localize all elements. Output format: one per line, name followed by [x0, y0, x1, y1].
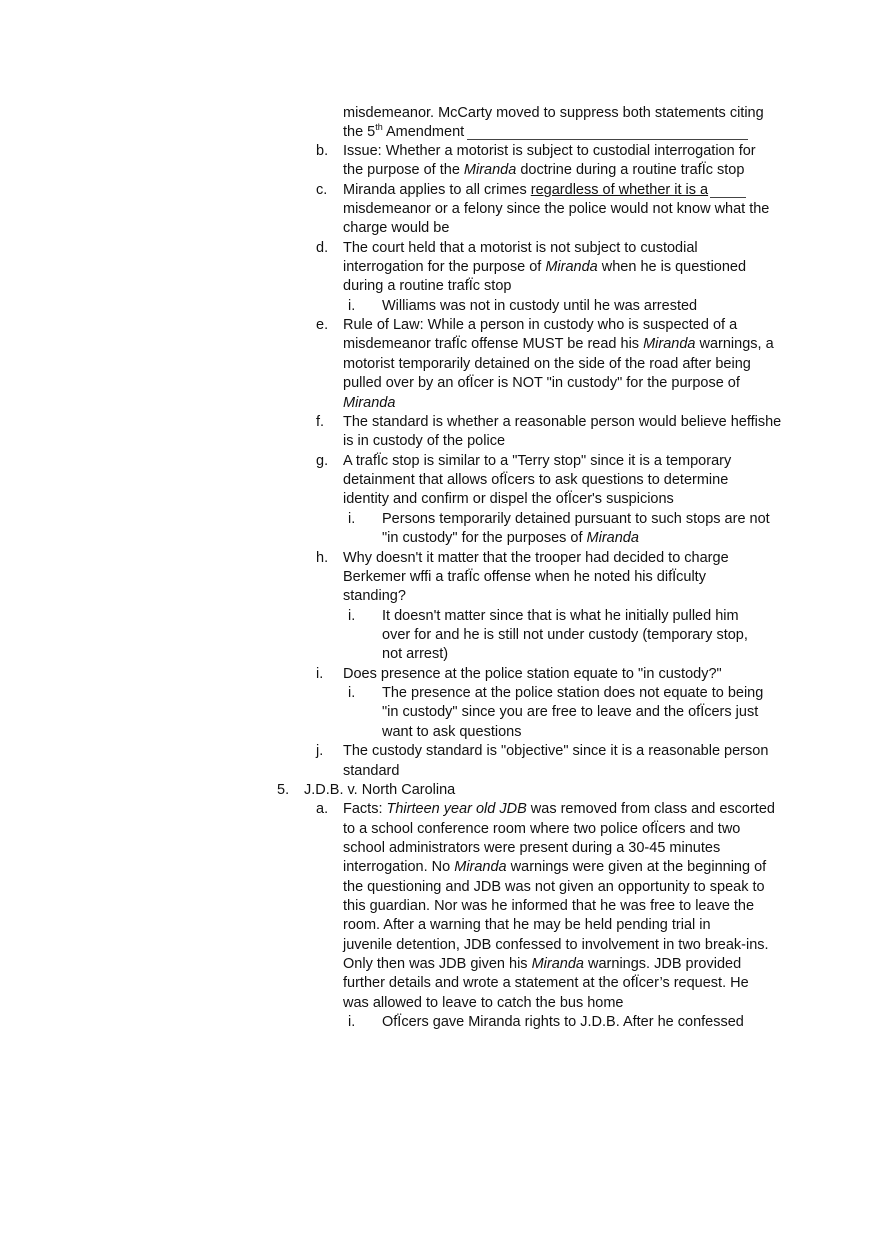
list-item-line: to a school conference room where two police ofÏcers and two: [343, 821, 741, 837]
sub-item-line: It doesn't matter since that is what he initially pulled him: [382, 608, 739, 624]
list-item-line: this guardian. Nor was he informed that he was free to leave the: [343, 898, 755, 914]
list-item-line: interrogation for the purpose of Miranda when he is questioned: [343, 259, 747, 275]
sub-item-line: "in custody" for the purposes of Miranda: [382, 530, 639, 546]
sub-item-line: OfÏcers gave Miranda rights to J.D.B. After he confessed: [382, 1014, 744, 1030]
list-item-line: room. After a warning that he may be held pending trial in: [343, 917, 711, 933]
list-item-line: Miranda applies to all crimes regardless of whether it is a: [343, 182, 709, 198]
list-item-line: misdemeanor or a felony since the police would not know what the: [343, 201, 770, 217]
list-item-line: further details and wrote a statement at the ofÏcer’s request. He: [343, 975, 749, 991]
list-item-line: the purpose of the Miranda doctrine during a routine trafÏc stop: [343, 162, 745, 178]
list-item-line: Only then was JDB given his Miranda warnings. JDB provided: [343, 956, 742, 972]
list-marker: i.: [316, 666, 324, 682]
list-marker: i.: [348, 608, 356, 624]
list-marker: i.: [348, 685, 356, 701]
list-item-line: Facts: Thirteen year old JDB was removed from class and escorted: [343, 801, 775, 817]
list-marker: e.: [316, 317, 329, 333]
list-item-line: motorist temporarily detained on the side of the road after being: [343, 356, 751, 372]
sub-item-line: "in custody" since you are free to leave and the ofÏcers just: [382, 704, 759, 720]
list-item-line: standard: [343, 763, 400, 779]
list-marker: b.: [316, 143, 329, 159]
list-item-line: Rule of Law: While a person in custody who is suspected of a: [343, 317, 738, 333]
list-marker: i.: [348, 298, 356, 314]
case-number: 5.: [277, 782, 290, 798]
list-marker: a.: [316, 801, 329, 817]
list-item-line: interrogation. No Miranda warnings were given at the beginning of: [343, 859, 767, 875]
sub-item-line: The presence at the police station does not equate to being: [382, 685, 764, 701]
list-marker: j.: [316, 743, 324, 759]
list-item-line: standing?: [343, 588, 406, 604]
underline-rule: [467, 139, 748, 140]
list-item-line: juvenile detention, JDB confessed to involvement in two break-ins.: [343, 937, 769, 953]
list-item-line: The standard is whether a reasonable person would believe heffishe: [343, 414, 782, 430]
continuation-line: the 5th Amendment: [343, 122, 465, 140]
sub-item-line: over for and he is still not under custody (temporary stop,: [382, 627, 748, 643]
list-marker: d.: [316, 240, 329, 256]
list-item-line: The custody standard is "objective" since it is a reasonable person: [343, 743, 769, 759]
list-item-line: is in custody of the police: [343, 433, 506, 449]
list-item-line: identity and confirm or dispel the ofÏcer's suspicions: [343, 491, 674, 507]
list-marker: c.: [316, 182, 328, 198]
list-item-line: the questioning and JDB was not given an opportunity to speak to: [343, 879, 765, 895]
underline-rule: [710, 197, 746, 198]
list-item-line: Why doesn't it matter that the trooper had decided to charge: [343, 550, 729, 566]
sub-item-line: Persons temporarily detained pursuant to such stops are not: [382, 511, 770, 527]
list-marker: i.: [348, 511, 356, 527]
list-item-line: misdemeanor trafÏc offense MUST be read his Miranda warnings, a: [343, 336, 774, 352]
list-item-line: Miranda: [343, 395, 396, 411]
list-marker: i.: [348, 1014, 356, 1030]
list-marker: f.: [316, 414, 325, 430]
sub-item-line: Williams was not in custody until he was arrested: [382, 298, 698, 314]
list-item-line: A trafÏc stop is similar to a "Terry stop" since it is a temporary: [343, 453, 732, 469]
sub-item-line: want to ask questions: [382, 724, 522, 740]
list-item-line: school administrators were present during a 30-45 minutes: [343, 840, 721, 856]
sub-item-line: not arrest): [382, 646, 449, 662]
list-item-line: was allowed to leave to catch the bus home: [343, 995, 624, 1011]
case-title: J.D.B. v. North Carolina: [304, 782, 456, 798]
list-item-line: Issue: Whether a motorist is subject to custodial interrogation for: [343, 143, 756, 159]
continuation-line: misdemeanor. McCarty moved to suppress both statements citing: [343, 105, 764, 121]
list-marker: h.: [316, 550, 329, 566]
list-item-line: pulled over by an ofÏcer is NOT "in custody" for the purpose of: [343, 375, 740, 391]
list-item-line: charge would be: [343, 220, 450, 236]
list-item-line: Does presence at the police station equate to "in custody?": [343, 666, 722, 682]
list-item-line: during a routine trafÏc stop: [343, 278, 512, 294]
list-item-line: detainment that allows ofÏcers to ask questions to determine: [343, 472, 729, 488]
list-marker: g.: [316, 453, 329, 469]
list-item-line: The court held that a motorist is not subject to custodial: [343, 240, 698, 256]
list-item-line: Berkemer wffi a trafÏc offense when he noted his difÏculty: [343, 569, 706, 585]
